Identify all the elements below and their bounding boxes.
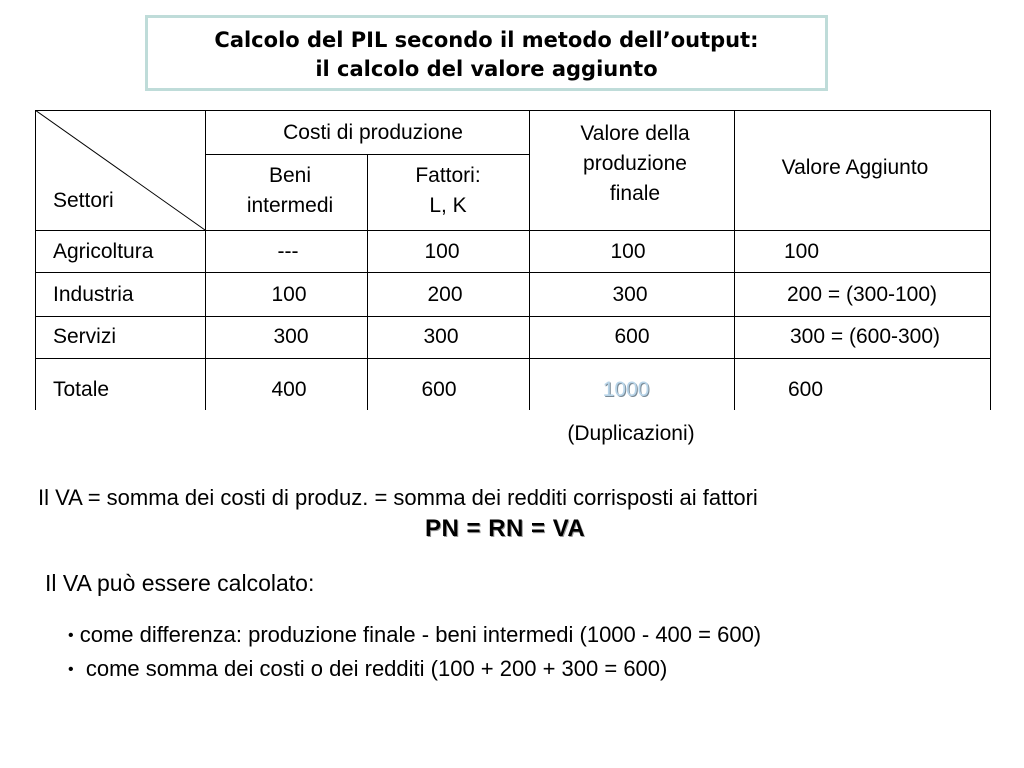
header-valore-produzione-line-2: produzione <box>583 152 687 175</box>
header-fattori-line-1: Fattori: <box>415 164 481 187</box>
cell-settore: Servizi <box>53 325 117 348</box>
bullet-item <box>68 656 667 682</box>
header-settori: Settori <box>53 189 114 212</box>
cell-fattori: 600 <box>421 378 457 401</box>
column-divider <box>529 110 530 410</box>
header-valore-produzione-line-1: Valore della <box>580 122 690 145</box>
cell-settore: Industria <box>53 283 134 306</box>
column-divider <box>367 154 368 410</box>
header-beni-line-2: intermedi <box>246 194 334 217</box>
subheading: Il VA può essere calcolato: <box>45 570 315 596</box>
bullet-text: come somma dei costi o dei redditi (100 + 200 + 300 = 600) <box>85 656 668 681</box>
cell-settore: Agricoltura <box>53 240 154 263</box>
cell-settore: Totale <box>53 378 110 401</box>
row-divider <box>35 316 990 317</box>
cell-beni: 100 <box>271 283 307 306</box>
row-divider <box>35 358 990 359</box>
cell-beni: 400 <box>271 378 307 401</box>
title-line-1: Calcolo del PIL secondo il metodo dell’output: <box>214 28 759 52</box>
title-box <box>145 15 828 91</box>
cell-beni: 300 <box>273 325 309 348</box>
cell-valore-aggiunto: 100 <box>784 240 820 263</box>
cell-valore-aggiunto: 200 = (300-100) <box>787 283 938 306</box>
bullet-text: come differenza: produzione finale - beni intermedi (1000 - 400 = 600) <box>79 622 762 647</box>
cell-produzione: 100 <box>610 240 646 263</box>
cell-valore-aggiunto: 600 <box>788 378 824 401</box>
column-divider <box>734 110 735 410</box>
cell-fattori: 200 <box>427 283 463 306</box>
cell-produzione-totale-highlight: 1000 <box>602 378 650 401</box>
table-right-border <box>990 110 991 410</box>
cell-valore-aggiunto: 300 = (600-300) <box>790 325 941 348</box>
cell-produzione: 600 <box>614 325 650 348</box>
header-valore-produzione-line-3: finale <box>609 182 661 205</box>
duplicazioni-label: (Duplicazioni) <box>567 422 695 445</box>
bullet-icon: • <box>68 627 74 644</box>
va-statement: Il VA = somma dei costi di produz. = somma dei redditi corrisposti ai fattori <box>38 485 758 510</box>
row-divider <box>35 272 990 273</box>
cell-fattori: 100 <box>424 240 460 263</box>
equation: PN = RN = VA <box>425 515 586 542</box>
header-costi: Costi di produzione <box>283 121 463 144</box>
header-fattori-line-2: L, K <box>429 194 467 217</box>
bullet-item <box>68 622 761 648</box>
cell-produzione: 300 <box>612 283 648 306</box>
cell-beni: --- <box>277 240 299 263</box>
header-beni-line-1: Beni <box>268 164 312 187</box>
cell-fattori: 300 <box>423 325 459 348</box>
bullet-icon: • <box>68 661 74 678</box>
header-valore-aggiunto: Valore Aggiunto <box>781 156 929 179</box>
title-line-2: il calcolo del valore aggiunto <box>315 57 658 81</box>
